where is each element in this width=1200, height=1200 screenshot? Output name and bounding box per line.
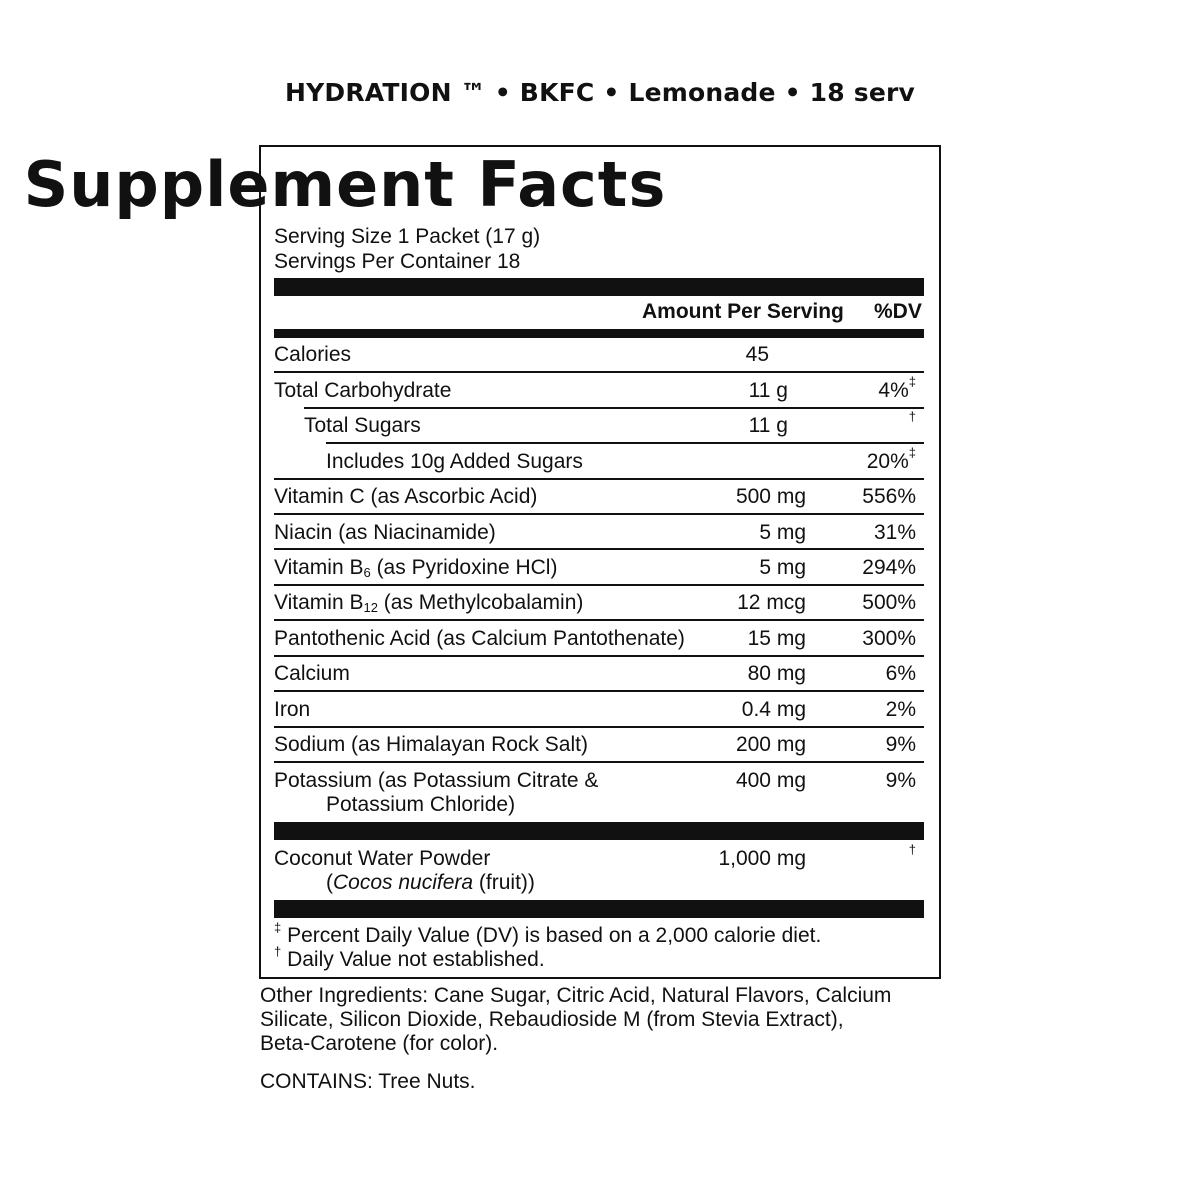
nutrient-name: Total Sugars bbox=[304, 414, 421, 437]
nutrient-dv: 556% bbox=[862, 485, 916, 508]
row-divider bbox=[274, 513, 924, 515]
nutrient-dv: 6% bbox=[885, 662, 916, 685]
footnote-dv: ‡ Percent Daily Value (DV) is based on a 2,000 calorie diet. bbox=[274, 920, 822, 947]
nutrient-name: Sodium (as Himalayan Rock Salt) bbox=[274, 733, 588, 756]
nutrient-dv: 9% bbox=[885, 769, 916, 792]
row-divider bbox=[274, 690, 924, 692]
footnote-not-established: † Daily Value not established. bbox=[274, 944, 545, 971]
nutrient-amount: 12 mcg bbox=[737, 591, 806, 614]
product-title: HYDRATION ™ • BKFC • Lemonade • 18 serv bbox=[284, 78, 916, 107]
nutrient-amount: 11 g bbox=[748, 379, 788, 402]
other-ingredients-line: Silicate, Silicon Dioxide, Rebaudioside M (from Stevia Extract), bbox=[260, 1008, 844, 1031]
dv-header: %DV bbox=[874, 300, 922, 323]
row-divider bbox=[274, 761, 924, 763]
nutrient-row-potassium bbox=[274, 768, 924, 818]
nutrient-name-continued: Potassium Chloride) bbox=[326, 793, 516, 816]
nutrient-name: Potassium (as Potassium Citrate & bbox=[274, 769, 599, 792]
allergen-statement: CONTAINS: Tree Nuts. bbox=[260, 1070, 476, 1093]
nutrient-dv: † bbox=[908, 409, 916, 424]
thick-divider bbox=[274, 900, 924, 918]
ingredient-source: (Cocos nucifera (fruit)) bbox=[326, 871, 535, 894]
row-divider bbox=[274, 548, 924, 550]
row-divider bbox=[274, 619, 924, 621]
serving-size: Serving Size 1 Packet (17 g) bbox=[274, 225, 541, 248]
facts-title: Supplement Facts bbox=[23, 148, 667, 221]
row-divider bbox=[304, 407, 924, 409]
row-divider bbox=[274, 371, 924, 373]
nutrient-dv: 2% bbox=[885, 698, 916, 721]
row-divider bbox=[274, 478, 924, 480]
nutrient-name: Calories bbox=[274, 343, 352, 366]
ingredient-row-coconut-water bbox=[274, 842, 924, 896]
nutrient-name: Includes 10g Added Sugars bbox=[326, 450, 583, 473]
nutrient-dv: 294% bbox=[862, 556, 916, 579]
nutrient-name: Calcium bbox=[274, 662, 350, 685]
nutrient-name: Pantothenic Acid (as Calcium Pantothenate) bbox=[274, 627, 685, 650]
amount-per-serving-header: Amount Per Serving bbox=[642, 300, 844, 323]
nutrient-dv: 4%‡ bbox=[878, 374, 916, 402]
nutrient-dv: 9% bbox=[885, 733, 916, 756]
nutrient-name: Niacin (as Niacinamide) bbox=[274, 521, 496, 544]
nutrient-name: Total Carbohydrate bbox=[274, 379, 452, 402]
nutrient-dv: 31% bbox=[873, 521, 916, 544]
nutrient-dv: 500% bbox=[862, 591, 916, 614]
nutrient-amount: 500 mg bbox=[735, 485, 806, 508]
nutrient-name: Iron bbox=[274, 698, 311, 721]
nutrient-name: Vitamin $B_6$ (as Pyridoxine HCl) bbox=[274, 556, 558, 580]
nutrient-name: Vitamin C (as Ascorbic Acid) bbox=[274, 485, 538, 508]
row-divider bbox=[274, 726, 924, 728]
nutrient-amount: 5 mg bbox=[759, 521, 806, 544]
row-divider bbox=[274, 655, 924, 657]
ingredient-name: Coconut Water Powder bbox=[274, 847, 491, 870]
other-ingredients-line: Beta-Carotene (for color). bbox=[260, 1032, 499, 1055]
nutrient-amount: 80 mg bbox=[747, 662, 806, 685]
nutrient-amount: 400 mg bbox=[735, 769, 806, 792]
nutrient-amount: 5 mg bbox=[759, 556, 806, 579]
ingredient-amount: 1,000 mg bbox=[718, 847, 806, 870]
nutrient-name: Vitamin $B_{12}$ (as Methylcobalamin) bbox=[274, 591, 584, 615]
nutrient-amount: 45 bbox=[745, 343, 769, 366]
row-divider bbox=[274, 584, 924, 586]
thick-divider bbox=[274, 822, 924, 840]
nutrient-amount: 200 mg bbox=[735, 733, 806, 756]
row-divider bbox=[326, 442, 924, 444]
other-ingredients bbox=[260, 984, 940, 1056]
nutrient-dv: 20%‡ bbox=[866, 445, 916, 473]
nutrient-amount: 15 mg bbox=[747, 627, 806, 650]
nutrient-dv: 300% bbox=[862, 627, 916, 650]
nutrient-amount: 11 g bbox=[748, 414, 788, 437]
ingredient-dv: † bbox=[908, 842, 916, 857]
nutrient-amount: 0.4 mg bbox=[741, 698, 806, 721]
other-ingredients-line: Other Ingredients: Cane Sugar, Citric Acid, Natural Flavors, Calcium bbox=[260, 984, 892, 1007]
servings-per-container: Servings Per Container 18 bbox=[274, 250, 521, 273]
medium-divider bbox=[274, 329, 924, 338]
thick-divider bbox=[274, 278, 924, 296]
